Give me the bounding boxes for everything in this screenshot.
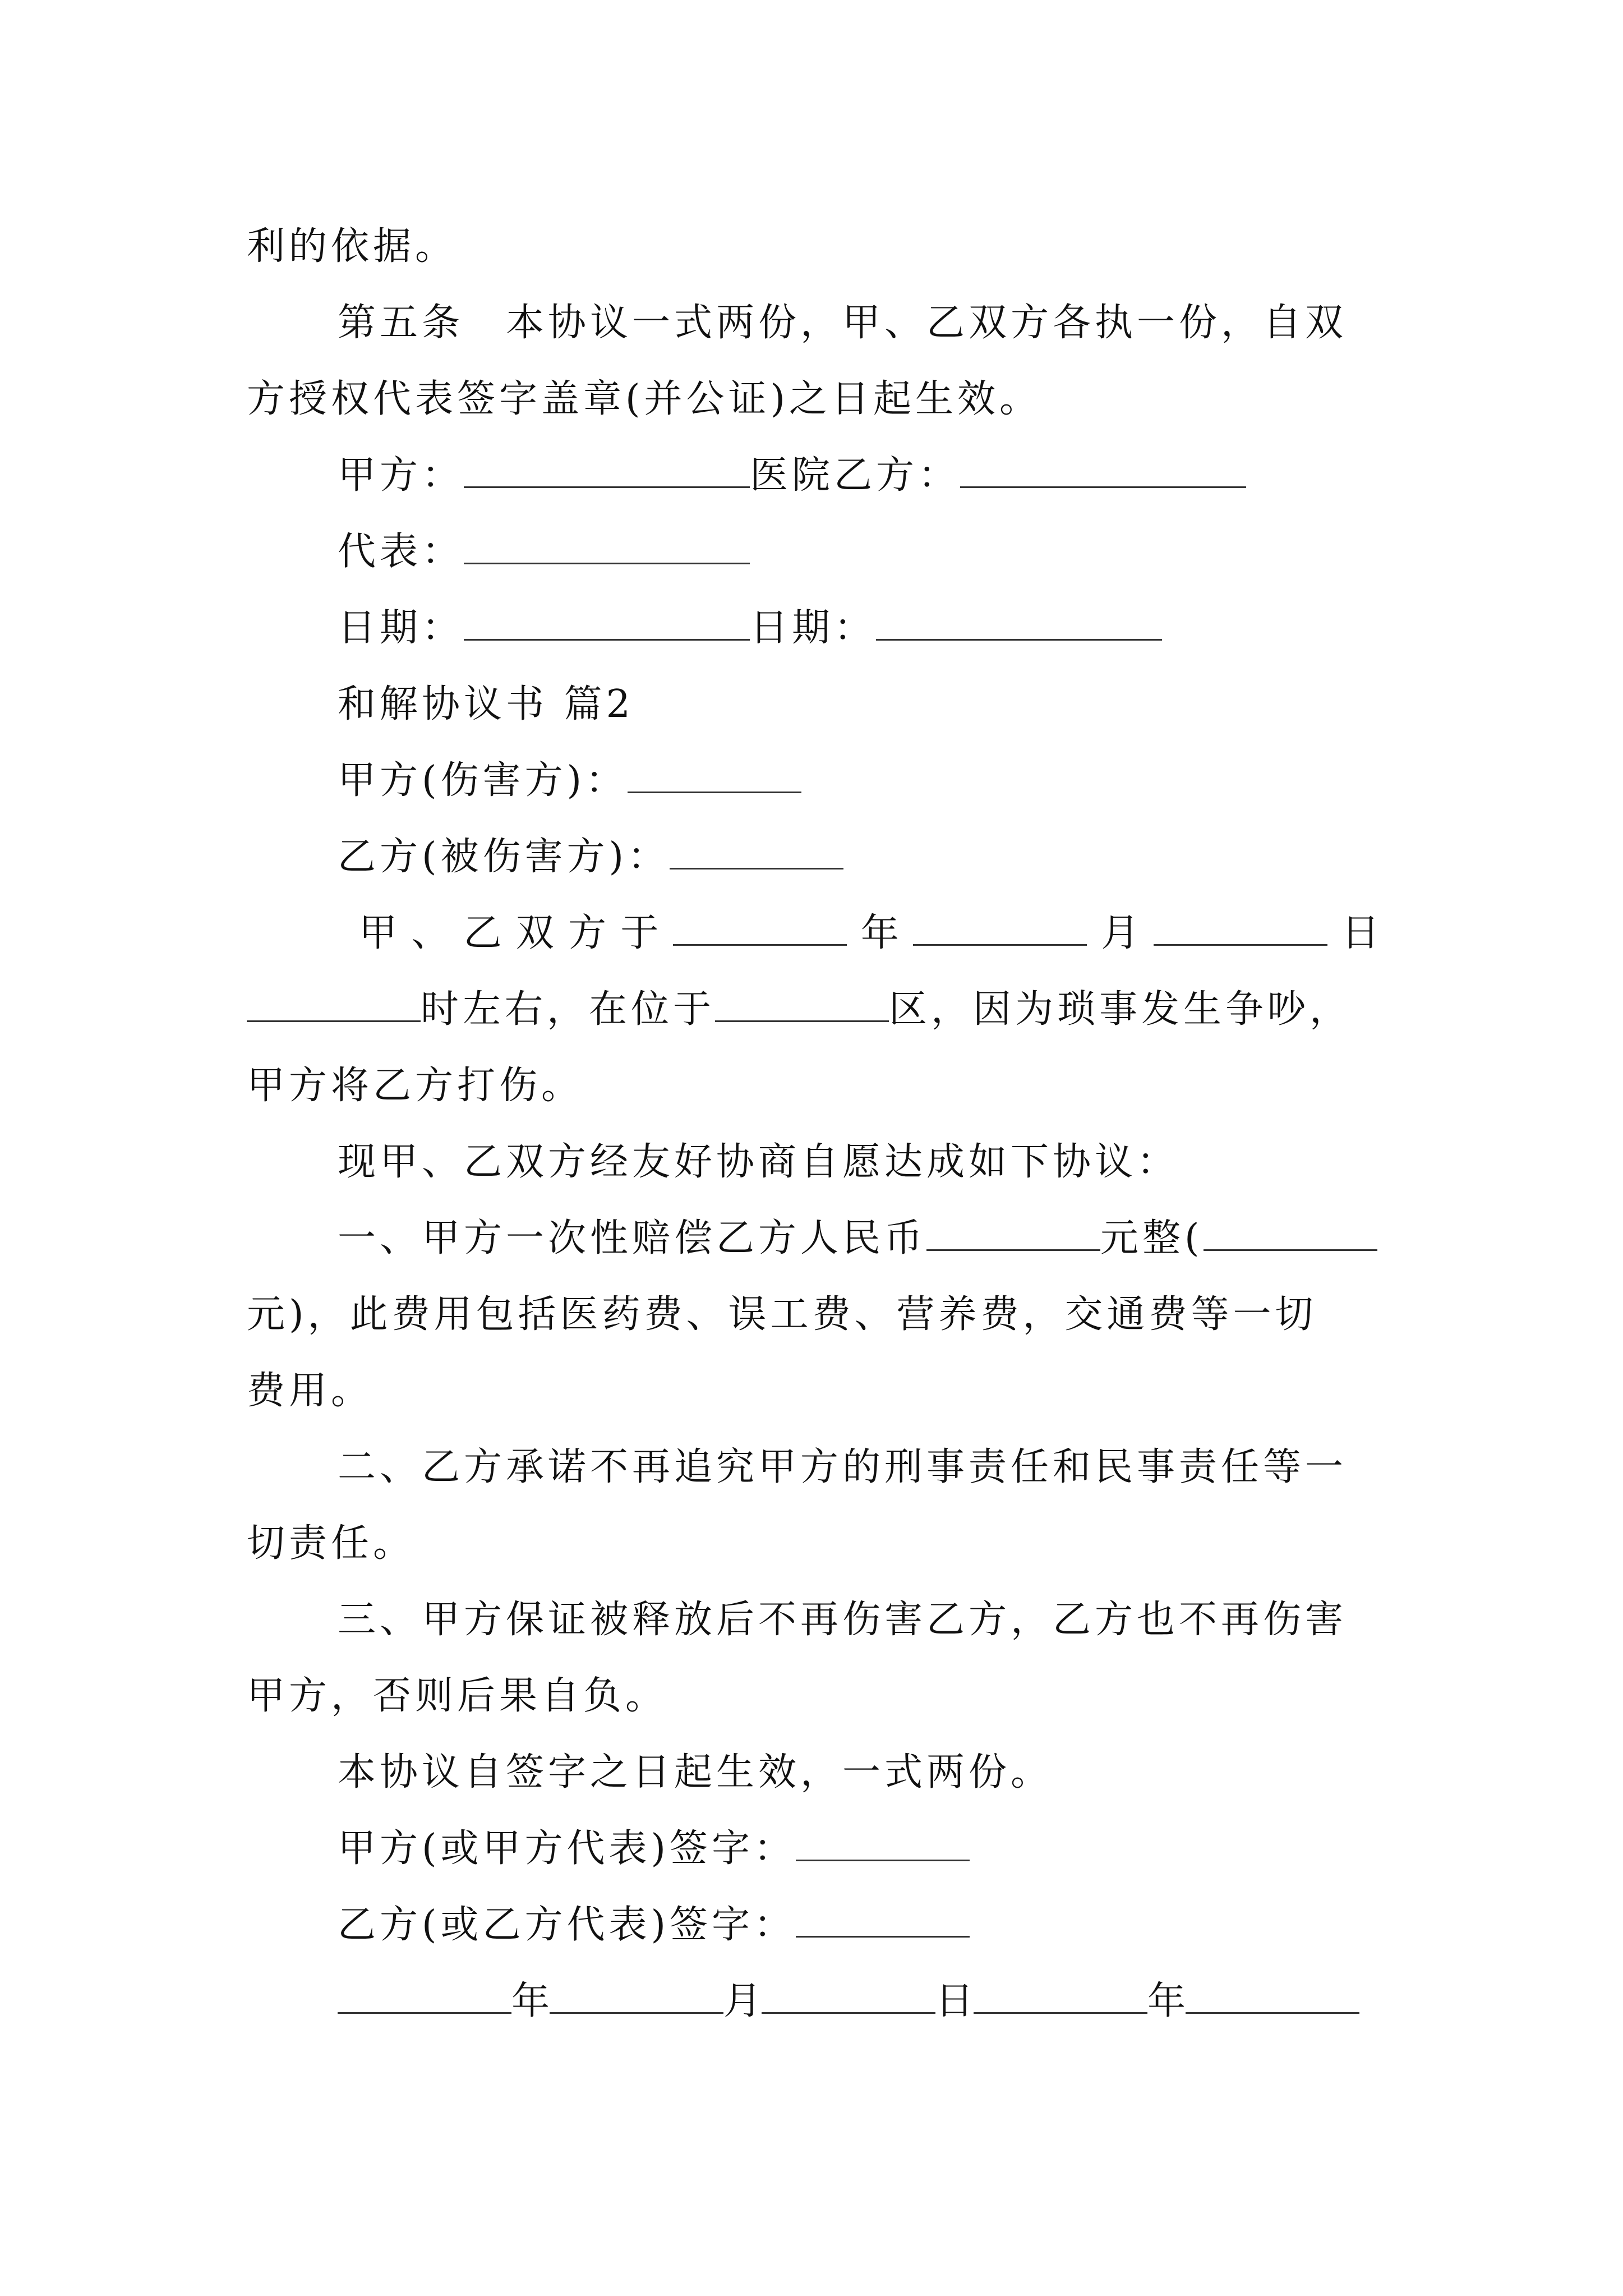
- date-blank-a: [464, 599, 750, 641]
- sign-blank-5: [1186, 1972, 1359, 2014]
- clause-three: 三、甲方保证被释放后不再伤害乙方，乙方也不再伤害: [338, 1598, 1348, 1642]
- party-b-blank: [960, 446, 1246, 488]
- day-blank: [1154, 904, 1327, 946]
- text-line: 元)，此费用包括医药费、误工费、营养费，交通费等一切: [247, 1292, 1317, 1337]
- injurer-blank: [628, 751, 801, 793]
- clause-two: 二、乙方承诺不再追究甲方的刑事责任和民事责任等一: [338, 1445, 1348, 1489]
- sign-blank-4: [974, 1972, 1147, 2014]
- sign-month-blank: [550, 1972, 723, 2014]
- text-line: 甲方将乙方打伤。: [247, 1064, 584, 1108]
- amount-words-blank: [1204, 1209, 1377, 1251]
- section-heading: 和解协议书 篇2: [338, 682, 634, 726]
- signing-date-line: 年 月 日 年: [247, 1963, 1391, 2040]
- party-b-injured-line: 乙方(被伤害方)：: [247, 819, 1391, 895]
- text-line: 现甲、乙双方经友好协商自愿达成如下协议：: [338, 1140, 1179, 1184]
- month-blank: [913, 904, 1087, 946]
- injured-blank: [670, 827, 843, 869]
- party-a-hospital-line: 甲方： 医院乙方：: [247, 438, 1391, 514]
- year-blank: [673, 904, 847, 946]
- representative-blank: [464, 522, 750, 564]
- district-blank: [715, 980, 889, 1022]
- party-b-signature-blank: [796, 1895, 970, 1938]
- clause-one: 一、甲方一次性赔偿乙方人民币 元整(: [247, 1200, 1391, 1277]
- text-line: 利的依据。: [247, 224, 458, 269]
- text-line: 本协议自签字之日起生效，一式两份。: [338, 1750, 1053, 1795]
- party-a-injurer-line: 甲方(伤害方)：: [247, 743, 1391, 819]
- date-blank-b: [876, 599, 1162, 641]
- incident-place-line: 时左右，在位于 区，因为琐事发生争吵，: [247, 972, 1391, 1048]
- sign-year-blank: [338, 1972, 511, 2014]
- party-a-blank: [464, 446, 750, 488]
- text-line: 方授权代表签字盖章(并公证)之日起生效。: [247, 377, 1042, 421]
- party-a-signature-line: 甲方(或甲方代表)签字：: [247, 1811, 1391, 1887]
- incident-date-line: 甲 、 乙 双 方 于 年 月 日: [247, 895, 1391, 972]
- article-five: 第五条 本协议一式两份，甲、乙双方各执一份，自双: [338, 301, 1348, 345]
- document-body: [247, 209, 1391, 2040]
- party-a-signature-blank: [796, 1819, 970, 1861]
- text-line: 甲方，否则后果自负。: [247, 1674, 668, 1718]
- text-line: 费用。: [247, 1369, 374, 1413]
- representative-line: 代表：: [247, 514, 1391, 590]
- sign-day-blank: [762, 1972, 935, 2014]
- amount-blank: [926, 1209, 1100, 1251]
- text-line: 切责任。: [247, 1521, 416, 1566]
- party-b-signature-line: 乙方(或乙方代表)签字：: [247, 1887, 1391, 1963]
- date-line: 日期： 日期：: [247, 590, 1391, 666]
- hour-blank: [247, 980, 421, 1022]
